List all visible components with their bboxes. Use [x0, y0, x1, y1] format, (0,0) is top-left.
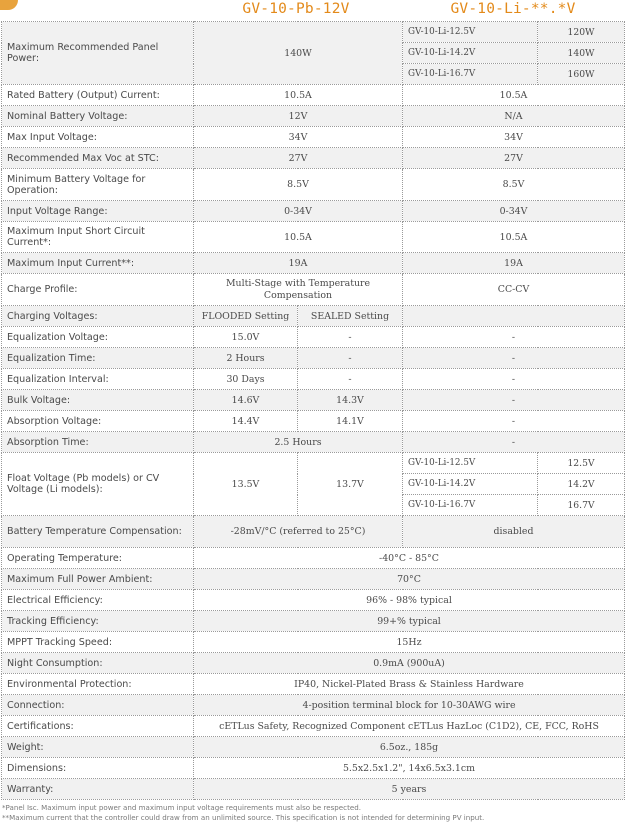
- table-row: [2, 716, 625, 737]
- cell-pb: 2.5 Hours: [194, 432, 403, 453]
- li-value-cell: 12.5V: [538, 453, 625, 474]
- table-row: [2, 737, 625, 758]
- cell-value: 5.5x2.5x1.2", 14x6.5x3.1cm: [194, 758, 625, 779]
- li-model-cell: GV-10-Li-16.7V: [403, 64, 538, 85]
- cell-sealed: 14.1V: [298, 411, 403, 432]
- cell-li: CC-CV: [403, 274, 625, 306]
- cell-pb: 0-34V: [194, 201, 403, 222]
- table-row: [2, 106, 625, 127]
- row-label: Night Consumption:: [2, 653, 194, 674]
- table-row: [2, 253, 625, 274]
- cell-value: IP40, Nickel-Plated Brass & Stainless Hardware: [194, 674, 625, 695]
- row-label: Equalization Time:: [2, 348, 194, 369]
- li-model-cell: GV-10-Li-12.5V: [403, 22, 538, 43]
- cell-pb: 10.5A: [194, 222, 403, 253]
- row-label: Maximum Full Power Ambient:: [2, 569, 194, 590]
- row-label: Warranty:: [2, 779, 194, 800]
- cell-flooded: 14.4V: [194, 411, 298, 432]
- row-label: Float Voltage (Pb models) or CV Voltage (Li models):: [2, 453, 194, 516]
- cell-value: cETLus Safety, Recognized Component cETLus HazLoc (C1D2), CE, FCC, RoHS: [194, 716, 625, 737]
- li-model-cell: GV-10-Li-14.2V: [403, 474, 538, 495]
- row-label: Dimensions:: [2, 758, 194, 779]
- cell-sealed: -: [298, 369, 403, 390]
- model-header-li: GV-10-Li-**.*V: [450, 1, 576, 17]
- table-row: [2, 22, 625, 43]
- cell-li: 19A: [403, 253, 625, 274]
- row-label: Absorption Voltage:: [2, 411, 194, 432]
- table-row: [2, 611, 625, 632]
- cell-li: 8.5V: [403, 169, 625, 201]
- row-label: Charge Profile:: [2, 274, 194, 306]
- li-value-cell: 14.2V: [538, 474, 625, 495]
- cell-li: -: [403, 369, 625, 390]
- cell-sealed: -: [298, 348, 403, 369]
- row-label: Minimum Battery Voltage for Operation:: [2, 169, 194, 201]
- row-label: Bulk Voltage:: [2, 390, 194, 411]
- flooded-header: FLOODED Setting: [194, 306, 298, 327]
- cell-sealed: -: [298, 327, 403, 348]
- table-row: [2, 453, 625, 474]
- row-label: Maximum Recommended Panel Power:: [2, 22, 194, 85]
- cell-li: 10.5A: [403, 222, 625, 253]
- cell-sealed: 14.3V: [298, 390, 403, 411]
- cell-li: 10.5A: [403, 85, 625, 106]
- cell-flooded: 2 Hours: [194, 348, 298, 369]
- cell-sealed: 13.7V: [298, 453, 403, 516]
- footnote: *Panel Isc. Maximum input power and maximum input voltage requirements must also be respected.: [2, 803, 361, 812]
- cell-value: 99+% typical: [194, 611, 625, 632]
- cell-value: 6.5oz., 185g: [194, 737, 625, 758]
- cell-li: -: [403, 348, 625, 369]
- cell-value: 15Hz: [194, 632, 625, 653]
- cell-value: 70°C: [194, 569, 625, 590]
- row-label: Input Voltage Range:: [2, 201, 194, 222]
- row-label: Nominal Battery Voltage:: [2, 106, 194, 127]
- cell-flooded: 14.6V: [194, 390, 298, 411]
- li-model-cell: GV-10-Li-16.7V: [403, 495, 538, 516]
- cell-value: 0.9mA (900uA): [194, 653, 625, 674]
- cell-pb: 34V: [194, 127, 403, 148]
- cell-li: -: [403, 411, 625, 432]
- row-label: MPPT Tracking Speed:: [2, 632, 194, 653]
- table-row: [2, 274, 625, 306]
- table-row: [2, 222, 625, 253]
- table-row: [2, 758, 625, 779]
- row-label: Equalization Interval:: [2, 369, 194, 390]
- row-label: Battery Temperature Compensation:: [2, 516, 194, 548]
- table-row: [2, 632, 625, 653]
- cell-value: -40°C - 85°C: [194, 548, 625, 569]
- cell-li: 27V: [403, 148, 625, 169]
- cell-pb: 19A: [194, 253, 403, 274]
- table-row: [2, 653, 625, 674]
- table-row: [2, 674, 625, 695]
- cell-value: 5 years: [194, 779, 625, 800]
- cell-pb: 27V: [194, 148, 403, 169]
- cell-li: 34V: [403, 127, 625, 148]
- table-row: [2, 390, 625, 411]
- cell-value: 96% - 98% typical: [194, 590, 625, 611]
- table-row: [2, 432, 625, 453]
- cell-li: [403, 306, 625, 327]
- cell-pb: 12V: [194, 106, 403, 127]
- row-label: Certifications:: [2, 716, 194, 737]
- cell-pb: 8.5V: [194, 169, 403, 201]
- li-model-cell: GV-10-Li-12.5V: [403, 453, 538, 474]
- li-value-cell: 140W: [538, 43, 625, 64]
- table-row: [2, 411, 625, 432]
- sealed-header: SEALED Setting: [298, 306, 403, 327]
- table-row: [2, 695, 625, 716]
- row-label: Maximum Input Short Circuit Current*:: [2, 222, 194, 253]
- cell-pb: Multi-Stage with Temperature Compensation: [194, 274, 403, 306]
- cell-flooded: 15.0V: [194, 327, 298, 348]
- table-row: [2, 569, 625, 590]
- table-row: [2, 516, 625, 548]
- footnotes: [2, 803, 624, 823]
- cell-pb: 140W: [194, 22, 403, 85]
- row-label: Charging Voltages:: [2, 306, 194, 327]
- cell-li: 0-34V: [403, 201, 625, 222]
- table-row: [2, 169, 625, 201]
- table-row: [2, 327, 625, 348]
- cell-pb: -28mV/°C (referred to 25°C): [194, 516, 403, 548]
- row-label: Connection:: [2, 695, 194, 716]
- row-label: Maximum Input Current**:: [2, 253, 194, 274]
- cell-li: -: [403, 432, 625, 453]
- row-label: Recommended Max Voc at STC:: [2, 148, 194, 169]
- table-row: [2, 201, 625, 222]
- li-value-cell: 120W: [538, 22, 625, 43]
- cell-li: -: [403, 390, 625, 411]
- row-label: Tracking Efficiency:: [2, 611, 194, 632]
- li-value-cell: 160W: [538, 64, 625, 85]
- row-label: Equalization Voltage:: [2, 327, 194, 348]
- cell-li: -: [403, 327, 625, 348]
- table-row: [2, 590, 625, 611]
- row-label: Rated Battery (Output) Current:: [2, 85, 194, 106]
- table-row: [2, 779, 625, 800]
- table-row: [2, 348, 625, 369]
- model-header-pb: GV-10-Pb-12V: [242, 1, 350, 17]
- row-label: Weight:: [2, 737, 194, 758]
- cell-li: N/A: [403, 106, 625, 127]
- row-label: Electrical Efficiency:: [2, 590, 194, 611]
- row-label: Max Input Voltage:: [2, 127, 194, 148]
- spec-table: [1, 21, 625, 800]
- cell-li: disabled: [403, 516, 625, 548]
- footnote: **Maximum current that the controller could draw from an unlimited source. This specification is not intended for determining PV input.: [2, 813, 485, 822]
- row-label: Environmental Protection:: [2, 674, 194, 695]
- row-label: Absorption Time:: [2, 432, 194, 453]
- li-model-cell: GV-10-Li-14.2V: [403, 43, 538, 64]
- table-row: [2, 127, 625, 148]
- table-row: [2, 306, 625, 327]
- table-row: [2, 369, 625, 390]
- cell-flooded: 30 Days: [194, 369, 298, 390]
- cell-value: 4-position terminal block for 10-30AWG wire: [194, 695, 625, 716]
- cell-pb: 10.5A: [194, 85, 403, 106]
- li-value-cell: 16.7V: [538, 495, 625, 516]
- brand-mark-icon: [0, 0, 18, 10]
- table-row: [2, 148, 625, 169]
- cell-flooded: 13.5V: [194, 453, 298, 516]
- row-label: Operating Temperature:: [2, 548, 194, 569]
- table-row: [2, 85, 625, 106]
- table-row: [2, 548, 625, 569]
